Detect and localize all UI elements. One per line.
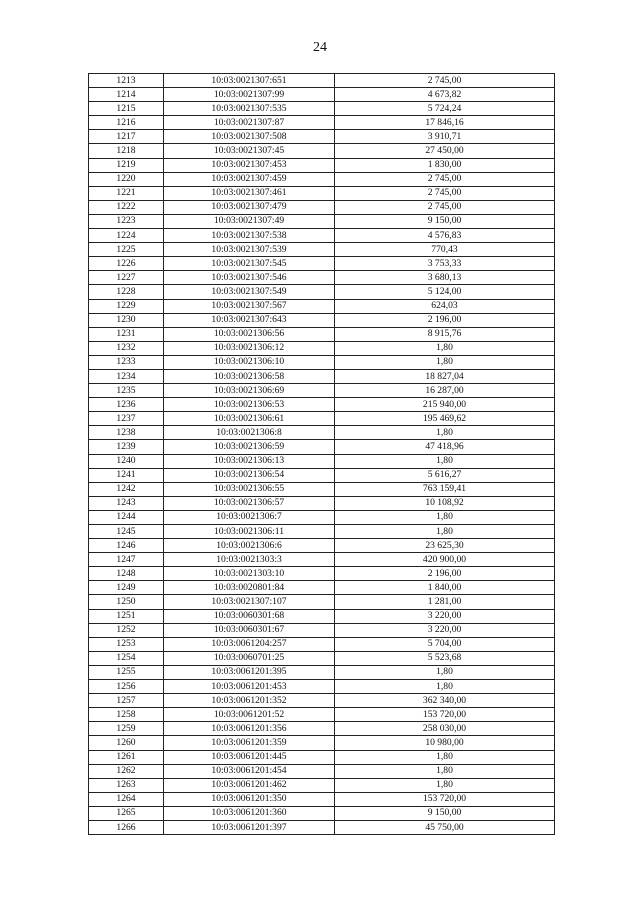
- value-cell: 10 980,00: [335, 736, 555, 750]
- table-row: [89, 468, 555, 482]
- row-number-cell: 1247: [89, 553, 164, 567]
- row-number-cell: 1246: [89, 539, 164, 553]
- row-number-cell: 1253: [89, 637, 164, 651]
- cadastral-number-cell: 10:03:0060301:67: [164, 623, 335, 637]
- value-cell: 27 450,00: [335, 144, 555, 158]
- row-number-cell: 1239: [89, 440, 164, 454]
- table-row: [89, 581, 555, 595]
- row-number-cell: 1257: [89, 694, 164, 708]
- row-number-cell: 1219: [89, 158, 164, 172]
- cadastral-number-cell: 10:03:0021307:453: [164, 158, 335, 172]
- table-row: [89, 637, 555, 651]
- value-cell: 195 469,62: [335, 412, 555, 426]
- row-number-cell: 1255: [89, 665, 164, 679]
- value-cell: 5 124,00: [335, 285, 555, 299]
- row-number-cell: 1261: [89, 750, 164, 764]
- row-number-cell: 1251: [89, 609, 164, 623]
- value-cell: 1,80: [335, 525, 555, 539]
- table-row: [89, 158, 555, 172]
- row-number-cell: 1240: [89, 454, 164, 468]
- value-cell: 215 940,00: [335, 398, 555, 412]
- table-row: [89, 651, 555, 665]
- cadastral-number-cell: 10:03:0061201:445: [164, 750, 335, 764]
- cadastral-number-cell: 10:03:0021306:69: [164, 384, 335, 398]
- row-number-cell: 1245: [89, 525, 164, 539]
- cadastral-number-cell: 10:03:0061201:352: [164, 694, 335, 708]
- value-cell: 153 720,00: [335, 792, 555, 806]
- table-body: [89, 74, 555, 835]
- table-row: [89, 722, 555, 736]
- table-row: [89, 426, 555, 440]
- cadastral-number-cell: 10:03:0060301:68: [164, 609, 335, 623]
- row-number-cell: 1266: [89, 820, 164, 834]
- value-cell: 1,80: [335, 764, 555, 778]
- table-row: [89, 229, 555, 243]
- value-cell: 23 625,30: [335, 539, 555, 553]
- cadastral-number-cell: 10:03:0061201:350: [164, 792, 335, 806]
- table-row: [89, 665, 555, 679]
- row-number-cell: 1229: [89, 299, 164, 313]
- row-number-cell: 1227: [89, 271, 164, 285]
- cadastral-number-cell: 10:03:0021306:6: [164, 539, 335, 553]
- cadastral-number-cell: 10:03:0021306:58: [164, 369, 335, 383]
- value-cell: 5 523,68: [335, 651, 555, 665]
- row-number-cell: 1218: [89, 144, 164, 158]
- value-cell: 1 840,00: [335, 581, 555, 595]
- cadastral-number-cell: 10:03:0021303:3: [164, 553, 335, 567]
- value-cell: 3 753,33: [335, 257, 555, 271]
- value-cell: 3 220,00: [335, 609, 555, 623]
- table-row: [89, 355, 555, 369]
- row-number-cell: 1262: [89, 764, 164, 778]
- table-row: [89, 243, 555, 257]
- table-row: [89, 510, 555, 524]
- row-number-cell: 1264: [89, 792, 164, 806]
- cadastral-number-cell: 10:03:0020801:84: [164, 581, 335, 595]
- table-row: [89, 764, 555, 778]
- cadastral-number-cell: 10:03:0061204:257: [164, 637, 335, 651]
- cadastral-number-cell: 10:03:0021307:546: [164, 271, 335, 285]
- cadastral-number-cell: 10:03:0021307:535: [164, 102, 335, 116]
- table-row: [89, 553, 555, 567]
- row-number-cell: 1250: [89, 595, 164, 609]
- page-number: 24: [313, 40, 327, 55]
- cadastral-number-cell: 10:03:0021307:107: [164, 595, 335, 609]
- cadastral-number-cell: 10:03:0021306:10: [164, 355, 335, 369]
- value-cell: 1,80: [335, 778, 555, 792]
- row-number-cell: 1225: [89, 243, 164, 257]
- value-cell: 1 830,00: [335, 158, 555, 172]
- table-row: [89, 313, 555, 327]
- row-number-cell: 1260: [89, 736, 164, 750]
- value-cell: 47 418,96: [335, 440, 555, 454]
- table-row: [89, 130, 555, 144]
- value-cell: 770,43: [335, 243, 555, 257]
- table-row: [89, 88, 555, 102]
- value-cell: 9 150,00: [335, 806, 555, 820]
- row-number-cell: 1222: [89, 200, 164, 214]
- cadastral-number-cell: 10:03:0061201:52: [164, 708, 335, 722]
- table-row: [89, 792, 555, 806]
- table-row: [89, 778, 555, 792]
- value-cell: 1 281,00: [335, 595, 555, 609]
- table-row: [89, 623, 555, 637]
- value-cell: 5 724,24: [335, 102, 555, 116]
- table-row: [89, 708, 555, 722]
- value-cell: 2 745,00: [335, 172, 555, 186]
- cadastral-number-cell: 10:03:0061201:453: [164, 680, 335, 694]
- row-number-cell: 1243: [89, 496, 164, 510]
- value-cell: 2 745,00: [335, 186, 555, 200]
- value-cell: 1,80: [335, 355, 555, 369]
- table-row: [89, 116, 555, 130]
- row-number-cell: 1217: [89, 130, 164, 144]
- row-number-cell: 1228: [89, 285, 164, 299]
- table-row: [89, 327, 555, 341]
- value-cell: 4 576,83: [335, 229, 555, 243]
- row-number-cell: 1236: [89, 398, 164, 412]
- value-cell: 1,80: [335, 665, 555, 679]
- cadastral-table: [88, 73, 555, 835]
- row-number-cell: 1252: [89, 623, 164, 637]
- table-row: [89, 680, 555, 694]
- row-number-cell: 1231: [89, 327, 164, 341]
- cadastral-number-cell: 10:03:0021307:461: [164, 186, 335, 200]
- row-number-cell: 1256: [89, 680, 164, 694]
- table-row: [89, 144, 555, 158]
- table-row: [89, 299, 555, 313]
- cadastral-number-cell: 10:03:0021306:55: [164, 482, 335, 496]
- table-row: [89, 257, 555, 271]
- value-cell: 3 220,00: [335, 623, 555, 637]
- cadastral-number-cell: 10:03:0021307:49: [164, 214, 335, 228]
- cadastral-number-cell: 10:03:0021307:508: [164, 130, 335, 144]
- table-row: [89, 384, 555, 398]
- cadastral-number-cell: 10:03:0061201:462: [164, 778, 335, 792]
- row-number-cell: 1216: [89, 116, 164, 130]
- value-cell: 2 196,00: [335, 567, 555, 581]
- row-number-cell: 1265: [89, 806, 164, 820]
- cadastral-number-cell: 10:03:0021307:545: [164, 257, 335, 271]
- table-row: [89, 412, 555, 426]
- value-cell: 3 910,71: [335, 130, 555, 144]
- cadastral-number-cell: 10:03:0061201:360: [164, 806, 335, 820]
- table-row: [89, 285, 555, 299]
- row-number-cell: 1233: [89, 355, 164, 369]
- value-cell: 1,80: [335, 454, 555, 468]
- cadastral-number-cell: 10:03:0061201:395: [164, 665, 335, 679]
- value-cell: 5 704,00: [335, 637, 555, 651]
- value-cell: 16 287,00: [335, 384, 555, 398]
- row-number-cell: 1214: [89, 88, 164, 102]
- cadastral-number-cell: 10:03:0021307:99: [164, 88, 335, 102]
- cadastral-number-cell: 10:03:0061201:359: [164, 736, 335, 750]
- table-row: [89, 820, 555, 834]
- table-row: [89, 341, 555, 355]
- table-row: [89, 369, 555, 383]
- table-row: [89, 567, 555, 581]
- table-row: [89, 186, 555, 200]
- cadastral-number-cell: 10:03:0021307:538: [164, 229, 335, 243]
- row-number-cell: 1230: [89, 313, 164, 327]
- value-cell: 3 680,13: [335, 271, 555, 285]
- row-number-cell: 1226: [89, 257, 164, 271]
- table-row: [89, 74, 555, 88]
- cadastral-number-cell: 10:03:0021306:13: [164, 454, 335, 468]
- table-row: [89, 806, 555, 820]
- cadastral-number-cell: 10:03:0021307:651: [164, 74, 335, 88]
- table-row: [89, 525, 555, 539]
- table-row: [89, 736, 555, 750]
- row-number-cell: 1259: [89, 722, 164, 736]
- cadastral-number-cell: 10:03:0021306:61: [164, 412, 335, 426]
- table-row: [89, 496, 555, 510]
- value-cell: 153 720,00: [335, 708, 555, 722]
- table-row: [89, 609, 555, 623]
- value-cell: 362 340,00: [335, 694, 555, 708]
- cadastral-number-cell: 10:03:0021307:45: [164, 144, 335, 158]
- table-row: [89, 539, 555, 553]
- row-number-cell: 1223: [89, 214, 164, 228]
- value-cell: 763 159,41: [335, 482, 555, 496]
- value-cell: 4 673,82: [335, 88, 555, 102]
- cadastral-number-cell: 10:03:0021306:56: [164, 327, 335, 341]
- cadastral-number-cell: 10:03:0021306:7: [164, 510, 335, 524]
- value-cell: 420 900,00: [335, 553, 555, 567]
- table-row: [89, 694, 555, 708]
- value-cell: 10 108,92: [335, 496, 555, 510]
- row-number-cell: 1241: [89, 468, 164, 482]
- cadastral-number-cell: 10:03:0021307:643: [164, 313, 335, 327]
- row-number-cell: 1238: [89, 426, 164, 440]
- table-row: [89, 172, 555, 186]
- cadastral-number-cell: 10:03:0021307:87: [164, 116, 335, 130]
- table-row: [89, 398, 555, 412]
- value-cell: 45 750,00: [335, 820, 555, 834]
- value-cell: 17 846,16: [335, 116, 555, 130]
- value-cell: 1,80: [335, 510, 555, 524]
- cadastral-number-cell: 10:03:0021306:54: [164, 468, 335, 482]
- value-cell: 1,80: [335, 680, 555, 694]
- row-number-cell: 1232: [89, 341, 164, 355]
- value-cell: 2 745,00: [335, 74, 555, 88]
- row-number-cell: 1220: [89, 172, 164, 186]
- row-number-cell: 1215: [89, 102, 164, 116]
- table-row: [89, 271, 555, 285]
- table-row: [89, 200, 555, 214]
- cadastral-number-cell: 10:03:0021306:57: [164, 496, 335, 510]
- row-number-cell: 1237: [89, 412, 164, 426]
- value-cell: 258 030,00: [335, 722, 555, 736]
- row-number-cell: 1242: [89, 482, 164, 496]
- cadastral-number-cell: 10:03:0021307:539: [164, 243, 335, 257]
- table-row: [89, 440, 555, 454]
- value-cell: 1,80: [335, 341, 555, 355]
- table-row: [89, 750, 555, 764]
- cadastral-number-cell: 10:03:0021306:12: [164, 341, 335, 355]
- table-row: [89, 482, 555, 496]
- row-number-cell: 1254: [89, 651, 164, 665]
- cadastral-number-cell: 10:03:0060701:25: [164, 651, 335, 665]
- table-row: [89, 595, 555, 609]
- row-number-cell: 1244: [89, 510, 164, 524]
- cadastral-number-cell: 10:03:0061201:356: [164, 722, 335, 736]
- cadastral-number-cell: 10:03:0021306:8: [164, 426, 335, 440]
- cadastral-number-cell: 10:03:0021306:59: [164, 440, 335, 454]
- table-row: [89, 454, 555, 468]
- cadastral-number-cell: 10:03:0021306:11: [164, 525, 335, 539]
- cadastral-number-cell: 10:03:0021307:459: [164, 172, 335, 186]
- cadastral-number-cell: 10:03:0021307:549: [164, 285, 335, 299]
- cadastral-number-cell: 10:03:0021306:53: [164, 398, 335, 412]
- table-row: [89, 102, 555, 116]
- value-cell: 5 616,27: [335, 468, 555, 482]
- cadastral-number-cell: 10:03:0061201:454: [164, 764, 335, 778]
- row-number-cell: 1263: [89, 778, 164, 792]
- value-cell: 18 827,04: [335, 369, 555, 383]
- row-number-cell: 1258: [89, 708, 164, 722]
- row-number-cell: 1234: [89, 369, 164, 383]
- value-cell: 1,80: [335, 750, 555, 764]
- value-cell: 2 196,00: [335, 313, 555, 327]
- cadastral-number-cell: 10:03:0021303:10: [164, 567, 335, 581]
- value-cell: 8 915,76: [335, 327, 555, 341]
- row-number-cell: 1213: [89, 74, 164, 88]
- row-number-cell: 1221: [89, 186, 164, 200]
- cadastral-number-cell: 10:03:0021307:479: [164, 200, 335, 214]
- row-number-cell: 1235: [89, 384, 164, 398]
- cadastral-number-cell: 10:03:0021307:567: [164, 299, 335, 313]
- row-number-cell: 1249: [89, 581, 164, 595]
- table-row: [89, 214, 555, 228]
- value-cell: 624,03: [335, 299, 555, 313]
- value-cell: 9 150,00: [335, 214, 555, 228]
- value-cell: 1,80: [335, 426, 555, 440]
- value-cell: 2 745,00: [335, 200, 555, 214]
- row-number-cell: 1224: [89, 229, 164, 243]
- cadastral-number-cell: 10:03:0061201:397: [164, 820, 335, 834]
- row-number-cell: 1248: [89, 567, 164, 581]
